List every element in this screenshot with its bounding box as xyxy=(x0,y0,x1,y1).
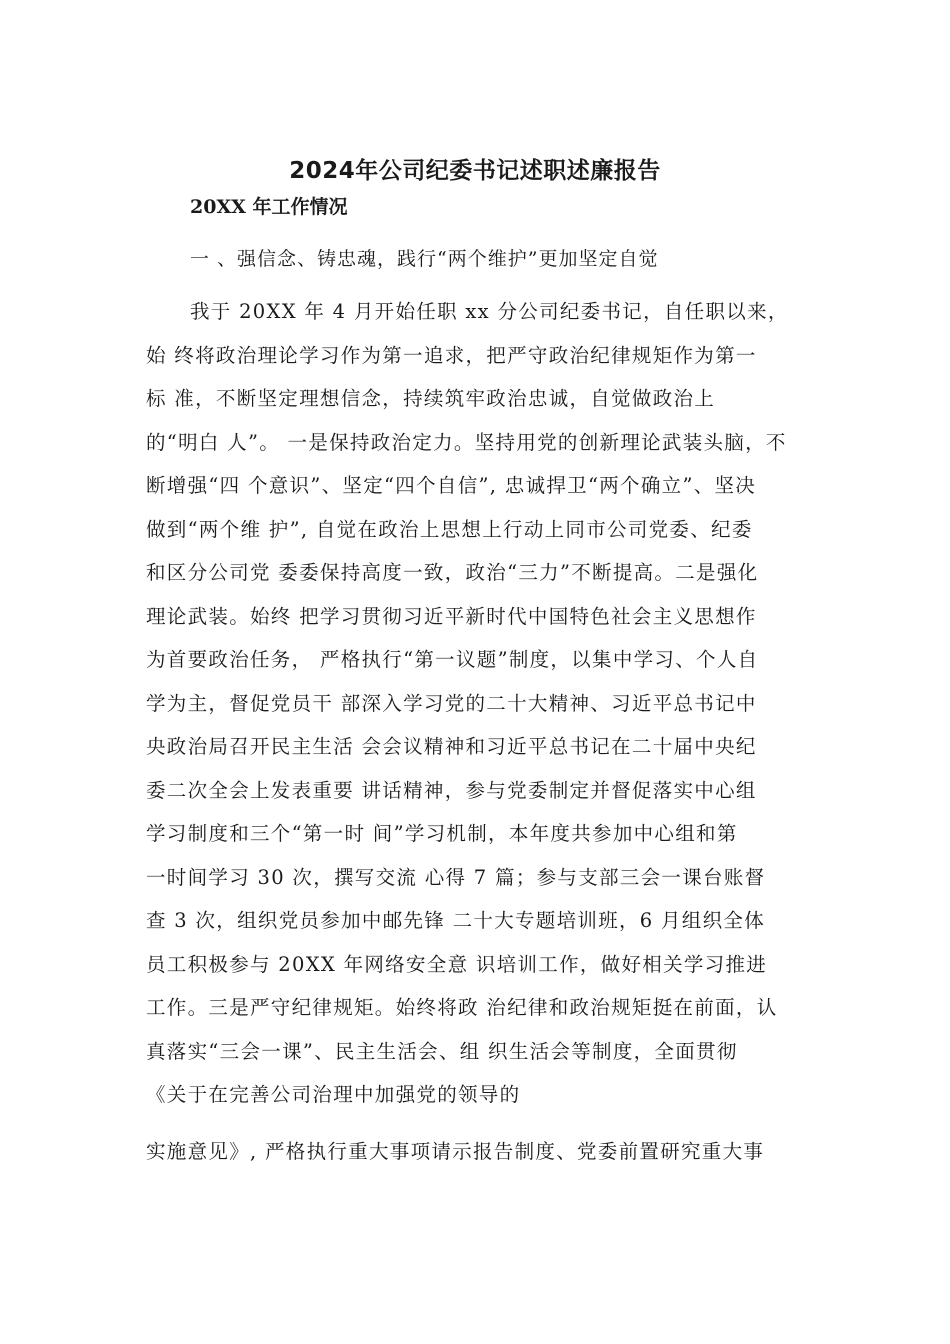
body-line: 和区分公司党 委委保持高度一致，政治“三力”不断提高。二是强化 xyxy=(146,561,759,584)
body-line: 学习制度和三个“第一时 间”学习机制，本年度共参加中心组和第 xyxy=(146,822,738,845)
body-line: 工作。三是严守纪律规矩。始终将政 治纪律和政治规矩挺在前面，认 xyxy=(146,996,778,1019)
body-line: 一时间学习 30 次，撰写交流 心得 7 篇；参与支部三会一课台账督 xyxy=(146,865,766,889)
body-line: 央政治局召开民主生活 会会议精神和习近平总书记在二十届中央纪 xyxy=(146,735,757,758)
body-paragraph xyxy=(146,297,816,1180)
document-title: 2024年公司纪委书记述职述廉报告 xyxy=(289,158,661,184)
body-line: 查 3 次，组织党员参加中邮先锋 二十大专题培训班，6 月组织全体 xyxy=(146,909,766,932)
body-line: 委二次全会上发表重要 讲话精神，参与党委制定并督促落实中心组 xyxy=(146,778,757,802)
body-line: 始 终将政治理论学习作为第一追求，把严守政治纪律规矩作为第一 xyxy=(146,343,757,367)
body-line: 真落实“三会一课”、民主生活会、组 织生活会等制度，全面贯彻 xyxy=(146,1039,738,1063)
body-line: 做到“两个维 护”, 自觉在政治上思想上行动上同市公司党委、纪委 xyxy=(146,517,753,541)
subheading: 20XX 年工作情况 xyxy=(190,196,348,218)
body-line: 我于 20XX 年 4 月开始任职 xx 分公司纪委书记，自任职以来， xyxy=(190,300,789,323)
section-heading: 一 、强信念、铸忠魂，践行“两个维护”更加坚定自觉 xyxy=(190,248,659,270)
body-line: 为首要政治任务， 严格执行“第一议题”制度，以集中学习、个人自 xyxy=(146,648,759,671)
body-line: 的“明白 人”。 一是保持政治定力。坚持用党的创新理论武装头脑，不 xyxy=(146,430,787,454)
body-line: 员工积极参与 20XX 年网络安全意 识培训工作，做好相关学习推进 xyxy=(146,952,768,976)
body-line: 理论武装。始终 把学习贯彻习近平新时代中国特色社会主义思想作 xyxy=(146,604,757,628)
body-line: 断增强“四 个意识”、坚定“四个自信”, 忠诚捍卫“两个确立”、坚决 xyxy=(146,474,757,497)
body-line: 《关于在完善公司治理中加强党的领导的 xyxy=(146,1083,521,1106)
body-line: 实施意见》, 严格执行重大事项请示报告制度、党委前置研究重大事 xyxy=(146,1139,765,1163)
body-line: 标 准，不断坚定理想信念，持续筑牢政治忠诚，自觉做政治上 xyxy=(146,387,716,410)
body-line: 学为主，督促党员干 部深入学习党的二十大精神、习近平总书记中 xyxy=(146,691,757,715)
